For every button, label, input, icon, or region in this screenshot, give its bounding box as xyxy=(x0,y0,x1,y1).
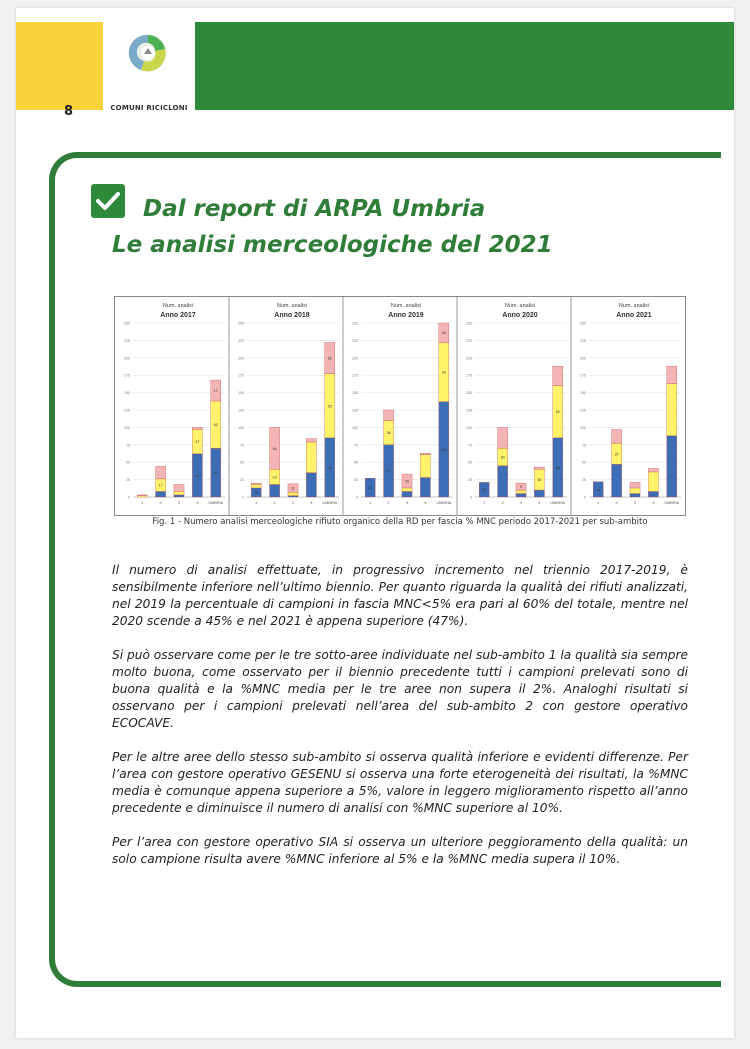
y-tick-label: 125 xyxy=(466,408,472,413)
chart-title-line-2: Anno 2019 xyxy=(388,312,424,319)
y-tick-label: 0 xyxy=(128,495,130,500)
y-tick-label: 25 xyxy=(468,478,472,483)
x-tick-label: UMBRIA xyxy=(664,501,680,505)
y-tick-label: 250 xyxy=(352,321,358,326)
x-tick-label: UMBRIA xyxy=(436,501,452,505)
x-tick-label: 3 xyxy=(519,501,523,505)
bar-segment xyxy=(174,495,184,497)
header-yellow-block xyxy=(16,22,103,119)
bar-data-label: 17 xyxy=(158,483,163,488)
bar-segment xyxy=(156,491,166,497)
x-tick-label: 1 xyxy=(141,501,144,505)
chart-panel xyxy=(229,297,339,515)
bar-segment xyxy=(192,427,202,429)
y-tick-label: 250 xyxy=(580,321,586,326)
bar-data-label: 19 xyxy=(272,475,277,480)
x-tick-label: 3 xyxy=(291,501,295,505)
y-tick-label: 100 xyxy=(466,425,472,430)
y-tick-label: 125 xyxy=(580,408,586,413)
y-tick-label: 25 xyxy=(240,478,244,483)
x-tick-label: UMBRIA xyxy=(208,501,224,505)
y-tick-label: 0 xyxy=(356,495,358,500)
y-tick-label: 225 xyxy=(124,338,130,343)
bar-data-label: 42 xyxy=(441,331,446,336)
x-tick-label: 1 xyxy=(369,501,372,505)
y-tick-label: 50 xyxy=(354,460,358,465)
y-tick-label: 200 xyxy=(238,356,244,361)
y-tick-label: 150 xyxy=(124,391,130,396)
bar-segment xyxy=(420,478,430,497)
y-tick-label: 175 xyxy=(352,373,358,378)
paragraph-1: Il numero di analisi effettuate, in progressivo incremento nel triennio 2017-2019, è sensibilmente inferiore nell’ultimo biennio. Per quanto riguarda la qualità dei rifiuti analizzati, nel 2019 la percentuale di campioni in fascia MNC<5% era pari al 60% del totale, mentre nel 2020 scende a 45% e nel 2021 è appena superiore (47%). xyxy=(112,563,688,628)
y-tick-label: 250 xyxy=(238,321,244,326)
bar-data-label: 9 xyxy=(520,485,522,490)
x-tick-label: 1 xyxy=(255,501,258,505)
bar-segment xyxy=(630,488,640,494)
x-tick-label: 4 xyxy=(196,501,199,505)
paragraph-3: Per le altre aree dello stesso sub-ambito si osserva qualità inferiore e evidenti differenze. Per l’area con gestore operativo GESENU si osserva una forte eterogeneità dei risultati, la %MNC media è comunque appena superiore a 5%, valore in leggero miglioramento rispetto all’anno precedente e diminuisce il numero di analisi con %MNC superiore al 10%. xyxy=(112,750,688,815)
y-tick-label: 25 xyxy=(354,478,358,483)
bar-segment xyxy=(534,490,544,497)
y-tick-label: 75 xyxy=(468,443,472,448)
bar-data-label: 62 xyxy=(327,356,332,361)
y-tick-label: 175 xyxy=(124,373,130,378)
bar-segment xyxy=(306,442,316,473)
chart-title-line-2: Anno 2017 xyxy=(160,312,196,319)
chart-panel xyxy=(571,297,681,515)
y-tick-label: 225 xyxy=(238,338,244,343)
chart-panel xyxy=(343,297,453,515)
title-line-2: Le analisi merceologiche del 2021 xyxy=(112,232,553,258)
bar-data-label: 30 xyxy=(195,473,200,478)
logo xyxy=(103,22,195,110)
y-tick-label: 125 xyxy=(352,408,358,413)
y-tick-label: 200 xyxy=(352,356,358,361)
y-tick-label: 75 xyxy=(240,443,244,448)
y-tick-label: 25 xyxy=(582,478,586,483)
paragraph-2: Si può osservare come per le tre sotto-aree individuate nel sub-ambito 1 la qualità sia sempre molto buona, come osservato per il biennio precedente tutti i campioni prelevati sono di buona qualità e la %MNC media per le tre aree non supera il 2%. Analoghi risultati si osservano per i campioni prelevati nell’area del sub-ambito 2 con gestore operativo ECOCAVE. xyxy=(112,648,688,730)
bar-segment xyxy=(174,491,184,494)
bar-segment xyxy=(612,429,622,443)
header-green-bar xyxy=(195,22,734,110)
x-tick-label: 4 xyxy=(538,501,541,505)
bar-segment xyxy=(553,366,563,385)
bar-segment xyxy=(137,495,147,496)
x-tick-label: 2 xyxy=(501,501,504,505)
bar-segment xyxy=(251,484,261,487)
bar-segment xyxy=(288,496,298,497)
bar-segment xyxy=(420,455,430,478)
x-tick-label: 1 xyxy=(597,501,600,505)
x-tick-label: 3 xyxy=(405,501,409,505)
x-tick-label: 4 xyxy=(424,501,427,505)
bar-segment xyxy=(498,466,508,497)
bar-data-label: 37 xyxy=(195,440,200,445)
y-tick-label: 50 xyxy=(468,460,472,465)
bar-segment xyxy=(174,484,184,491)
bar-data-label: 34 xyxy=(327,465,332,470)
bar-segment xyxy=(420,453,430,454)
x-tick-label: 4 xyxy=(652,501,655,505)
x-tick-label: 2 xyxy=(159,501,162,505)
bar-segment xyxy=(534,467,544,469)
chart-title-line-2: Anno 2018 xyxy=(274,312,310,319)
charts-svg xyxy=(115,297,685,515)
chart-title-line-1: Num. analisi xyxy=(504,303,536,309)
bar-segment xyxy=(288,492,298,495)
y-tick-label: 175 xyxy=(580,373,586,378)
y-tick-label: 150 xyxy=(466,391,472,396)
bar-segment xyxy=(156,466,166,479)
bar-data-label: 44 xyxy=(272,446,277,451)
figure xyxy=(114,296,686,516)
y-tick-label: 150 xyxy=(352,391,358,396)
y-tick-label: 50 xyxy=(240,460,244,465)
y-tick-label: 75 xyxy=(582,443,586,448)
x-tick-label: UMBRIA xyxy=(550,501,566,505)
bar-segment xyxy=(498,427,508,448)
figure-caption: Fig. 1 - Numero analisi merceologiche rifiuto organico della RD per fascia % MNC periodo 2017-2021 per sub-ambito xyxy=(152,517,648,527)
y-tick-label: 175 xyxy=(238,373,244,378)
bar-segment xyxy=(612,464,622,497)
paragraph-4: Per l’area con gestore operativo SIA si osserva un ulteriore peggioramento della qualità: un solo campione risulta avere %MNC inferiore al 5% e la %MNC media supera il 10%. xyxy=(112,835,688,866)
bar-data-label: 53 xyxy=(327,404,332,409)
bar-segment xyxy=(137,496,147,497)
y-tick-label: 125 xyxy=(124,408,130,413)
y-tick-label: 200 xyxy=(466,356,472,361)
checkbox-checked-icon xyxy=(91,184,125,218)
bar-data-label: 36 xyxy=(386,431,391,436)
bar-segment xyxy=(384,410,394,420)
bar-segment xyxy=(516,494,526,497)
bar-data-label: 15 xyxy=(405,479,409,484)
y-tick-label: 225 xyxy=(466,338,472,343)
bar-segment xyxy=(667,366,677,383)
y-tick-label: 75 xyxy=(354,443,358,448)
logo-text: COMUNI RICICLONI xyxy=(110,104,188,112)
y-tick-label: 0 xyxy=(584,495,586,500)
y-tick-label: 50 xyxy=(126,460,130,465)
bar-data-label: 23 xyxy=(482,488,487,493)
chart-title-line-1: Num. analisi xyxy=(618,303,650,309)
bar-segment xyxy=(306,439,316,442)
y-tick-label: 175 xyxy=(466,373,472,378)
page-number: 8 xyxy=(64,104,74,119)
chart-panel xyxy=(124,303,225,505)
y-tick-label: 75 xyxy=(126,443,130,448)
bar-data-label: 62 xyxy=(213,423,218,428)
bar-segment xyxy=(270,484,280,497)
y-tick-label: 225 xyxy=(580,338,586,343)
bar-segment xyxy=(402,488,412,491)
y-tick-label: 100 xyxy=(124,425,130,430)
y-tick-label: 100 xyxy=(352,425,358,430)
bar-segment xyxy=(630,482,640,488)
x-tick-label: UMBRIA xyxy=(322,501,338,505)
bar-data-label: 15 xyxy=(254,490,259,495)
y-tick-label: 150 xyxy=(580,391,586,396)
y-tick-label: 225 xyxy=(352,338,358,343)
bar-segment xyxy=(648,491,658,497)
x-tick-label: 2 xyxy=(273,501,276,505)
bar-segment xyxy=(251,483,261,484)
bar-data-label: 49 xyxy=(555,465,560,470)
recycle-globe-icon xyxy=(127,32,169,74)
bar-segment xyxy=(667,384,677,436)
y-tick-label: 100 xyxy=(580,425,586,430)
chart-panel xyxy=(457,297,567,515)
bar-data-label: 93 xyxy=(441,370,446,375)
chart-title-line-2: Anno 2021 xyxy=(616,312,652,319)
bar-segment xyxy=(402,491,412,497)
bar-segment xyxy=(648,472,658,491)
y-tick-label: 125 xyxy=(238,408,244,413)
y-tick-label: 150 xyxy=(238,391,244,396)
chart-title-line-1: Num. analisi xyxy=(390,303,422,309)
bar-data-label: 44 xyxy=(213,471,218,476)
y-tick-label: 250 xyxy=(466,321,472,326)
body-text xyxy=(112,562,688,885)
bar-segment xyxy=(667,436,677,497)
x-tick-label: 1 xyxy=(483,501,486,505)
chart-title-line-2: Anno 2020 xyxy=(502,312,538,319)
bar-segment xyxy=(648,468,658,471)
x-tick-label: 4 xyxy=(310,501,313,505)
chart-title-line-1: Num. analisi xyxy=(162,303,194,309)
chart-title-line-1: Num. analisi xyxy=(276,303,308,309)
y-tick-label: 200 xyxy=(580,356,586,361)
bar-segment xyxy=(306,473,316,497)
bar-data-label: 30 xyxy=(537,478,542,483)
bar-data-label: 11 xyxy=(291,486,295,491)
x-tick-label: 2 xyxy=(615,501,618,505)
y-tick-label: 50 xyxy=(582,460,586,465)
y-tick-label: 0 xyxy=(242,495,244,500)
bar-data-label: 20 xyxy=(500,455,505,460)
x-tick-label: 2 xyxy=(387,501,390,505)
y-tick-label: 250 xyxy=(124,321,130,326)
bar-data-label: 17 xyxy=(213,389,218,394)
y-tick-label: 0 xyxy=(470,495,472,500)
title-line-1: Dal report di ARPA Umbria xyxy=(143,196,486,222)
bar-segment xyxy=(630,494,640,497)
bar-data-label: 26 xyxy=(368,486,373,491)
bar-data-label: 37 xyxy=(614,452,619,457)
bar-data-label: 14 xyxy=(596,487,601,492)
bar-data-label: 121 xyxy=(440,447,447,452)
x-tick-label: 3 xyxy=(177,501,181,505)
y-tick-label: 100 xyxy=(238,425,244,430)
bar-data-label: 62 xyxy=(555,410,560,415)
bar-data-label: 71 xyxy=(386,469,391,474)
bar-segment xyxy=(516,490,526,493)
y-tick-label: 25 xyxy=(126,478,130,483)
y-tick-label: 200 xyxy=(124,356,130,361)
x-tick-label: 3 xyxy=(633,501,637,505)
